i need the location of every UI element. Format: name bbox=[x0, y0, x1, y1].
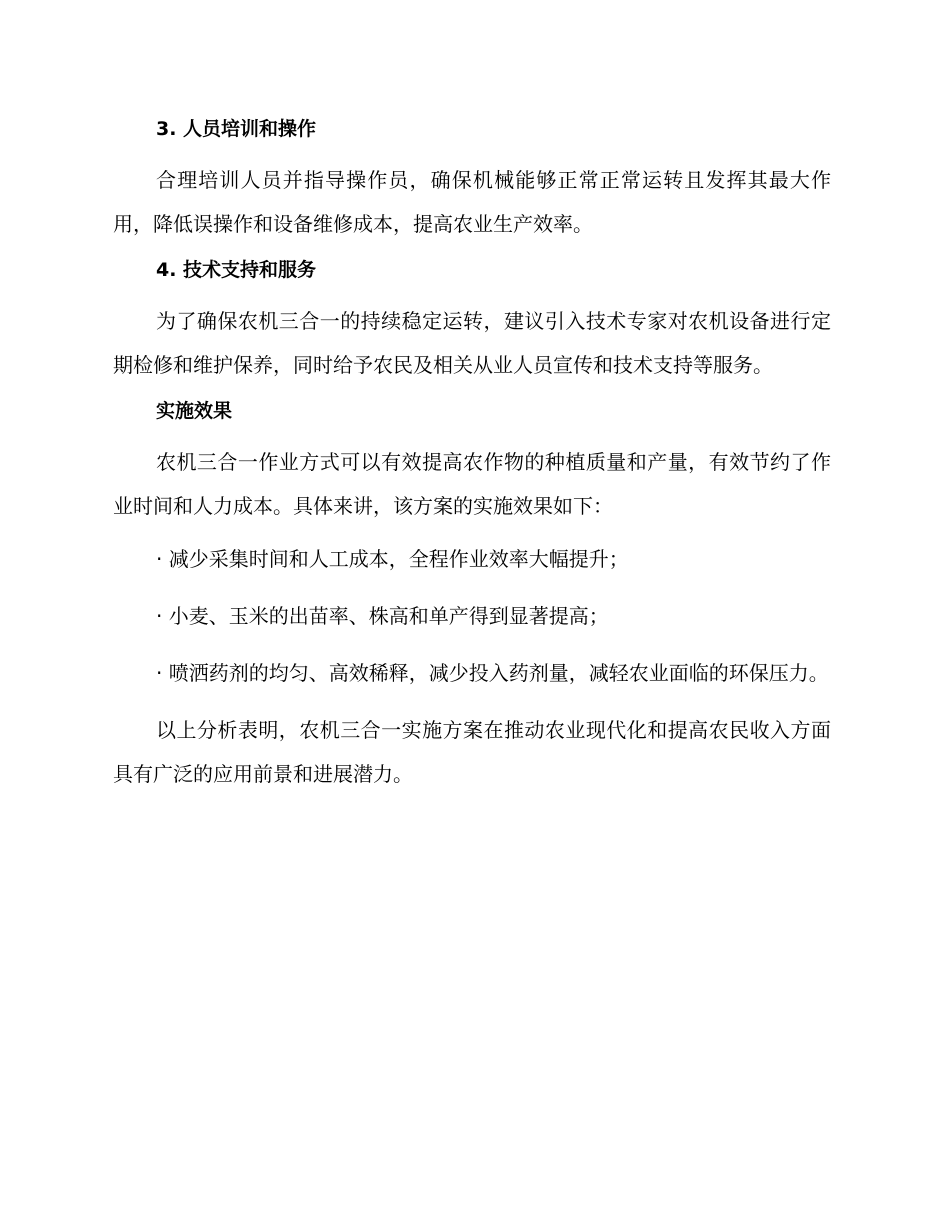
bullet-item-yield: · 小麦、玉米的出苗率、株高和单产得到显著提高； bbox=[156, 604, 609, 628]
document-page bbox=[113, 114, 831, 802]
bullet-item-cost: · 减少采集时间和人工成本，全程作业效率大幅提升； bbox=[156, 547, 629, 571]
paragraph-support: 为了确保农机三合一的持续稳定运转，建议引入技术专家对农机设备进行定期检修和维护保养，同时给予农民及相关从业人员宣传和技术支持等服务。 bbox=[113, 309, 831, 377]
paragraph-training: 合理培训人员并指导操作员，确保机械能够正常正常运转且发挥其最大作用，降低误操作和设备维修成本，提高农业生产效率。 bbox=[113, 168, 831, 236]
section-heading-support: 4. 技术支持和服务 bbox=[156, 259, 317, 281]
paragraph-conclusion: 以上分析表明，农机三合一实施方案在推动农业现代化和提高农民收入方面具有广泛的应用前景和进展潜力。 bbox=[113, 718, 831, 786]
bullet-item-spraying: · 喷洒药剂的均匀、高效稀释，减少投入药剂量，减轻农业面临的环保压力。 bbox=[156, 661, 829, 685]
section-heading-training: 3. 人员培训和操作 bbox=[156, 118, 317, 140]
section-heading-effects: 实施效果 bbox=[156, 400, 233, 422]
paragraph-effects-intro: 农机三合一作业方式可以有效提高农作物的种植质量和产量，有效节约了作业时间和人力成本。具体来讲，该方案的实施效果如下： bbox=[113, 450, 831, 518]
